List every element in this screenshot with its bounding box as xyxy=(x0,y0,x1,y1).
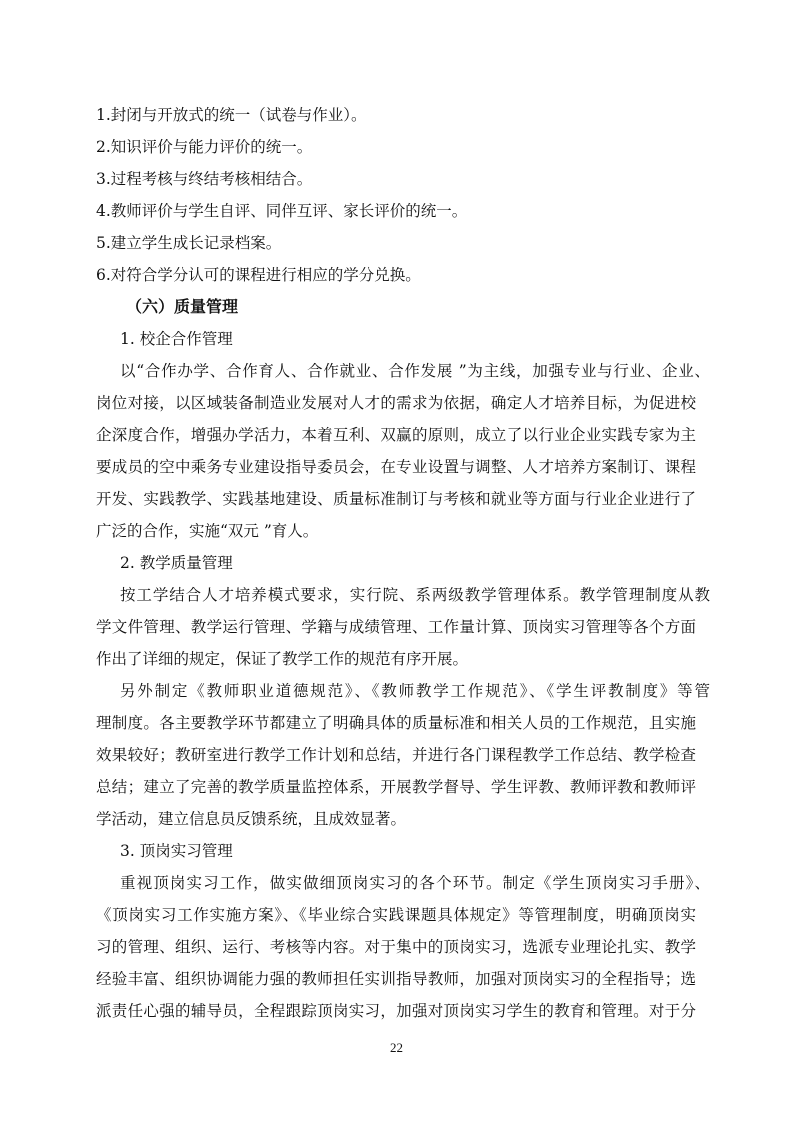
list-item: 5.建立学生成长记录档案。 xyxy=(96,234,282,252)
paragraph-line: 要成员的空中乘务专业建设指导委员会，在专业设置与调整、人才培养方案制订、课程 xyxy=(96,458,696,476)
list-item: 2.知识评价与能力评价的统一。 xyxy=(96,138,313,156)
list-item: 1.封闭与开放式的统一（试卷与作业）。 xyxy=(96,106,367,124)
paragraph-line: 习的管理、组织、运行、考核等内容。对于集中的顶岗实习，选派专业理论扎实、教学 xyxy=(96,938,696,956)
paragraph-line: 企深度合作，增强办学活力，本着互利、双赢的原则，成立了以行业企业实践专家为主 xyxy=(96,426,696,444)
page-number: 22 xyxy=(390,1040,403,1055)
list-item: 6.对符合学分认可的课程进行相应的学分兑换。 xyxy=(96,266,421,284)
paragraph-line: 开发、实践教学、实践基地建设、质量标准制订与考核和就业等方面与行业企业进行了 xyxy=(96,490,696,508)
list-item: 4.教师评价与学生自评、同伴互评、家长评价的统一。 xyxy=(96,202,468,220)
paragraph-line: 岗位对接，以区域装备制造业发展对人才的需求为依据，确定人才培养目标，为促进校 xyxy=(96,394,696,412)
paragraph-line: 按工学结合人才培养模式要求，实行院、系两级教学管理体系。教学管理制度从教 xyxy=(120,586,710,604)
paragraph-line: 效果较好；教研室进行教学工作计划和总结，并进行各门课程教学工作总结、教学检查 xyxy=(96,746,696,764)
paragraph-line: 经验丰富、组织协调能力强的教师担任实训指导教师，加强对顶岗实习的全程指导；选 xyxy=(96,970,696,988)
subsection-heading: 3. 顶岗实习管理 xyxy=(120,842,233,860)
paragraph-line: 广泛的合作，实施“双元 ”育人。 xyxy=(96,522,319,540)
subsection-heading: 2. 教学质量管理 xyxy=(120,554,233,572)
paragraph-line: 以“合作办学、合作育人、合作就业、合作发展 ”为主线，加强专业与行业、企业、 xyxy=(120,362,710,380)
paragraph-line: 重视顶岗实习工作，做实做细顶岗实习的各个环节。制定《学生顶岗实习手册》、 xyxy=(120,874,710,892)
subsection-heading: 1. 校企合作管理 xyxy=(120,330,233,348)
paragraph-line: 总结；建立了完善的教学质量监控体系，开展教学督导、学生评教、教师评教和教师评 xyxy=(96,778,696,796)
paragraph-line: 另外制定《教师职业道德规范》、《教师教学工作规范》、《学生评教制度》等管 xyxy=(120,682,710,700)
list-item: 3.过程考核与终结考核相结合。 xyxy=(96,170,313,188)
paragraph-line: 派责任心强的辅导员，全程跟踪顶岗实习，加强对顶岗实习学生的教育和管理。对于分 xyxy=(96,1002,696,1020)
paragraph-line: 作出了详细的规定，保证了教学工作的规范有序开展。 xyxy=(96,650,469,668)
paragraph-line: 《顶岗实习工作实施方案》、《毕业综合实践课题具体规定》等管理制度，明确顶岗实 xyxy=(96,906,696,924)
paragraph-line: 学文件管理、教学运行管理、学籍与成绩管理、工作量计算、顶岗实习管理等各个方面 xyxy=(96,618,696,636)
section-heading: （六）质量管理 xyxy=(126,297,239,316)
paragraph-line: 理制度。各主要教学环节都建立了明确具体的质量标准和相关人员的工作规范，且实施 xyxy=(96,714,696,732)
paragraph-line: 学活动，建立信息员反馈系统，且成效显著。 xyxy=(96,810,407,828)
